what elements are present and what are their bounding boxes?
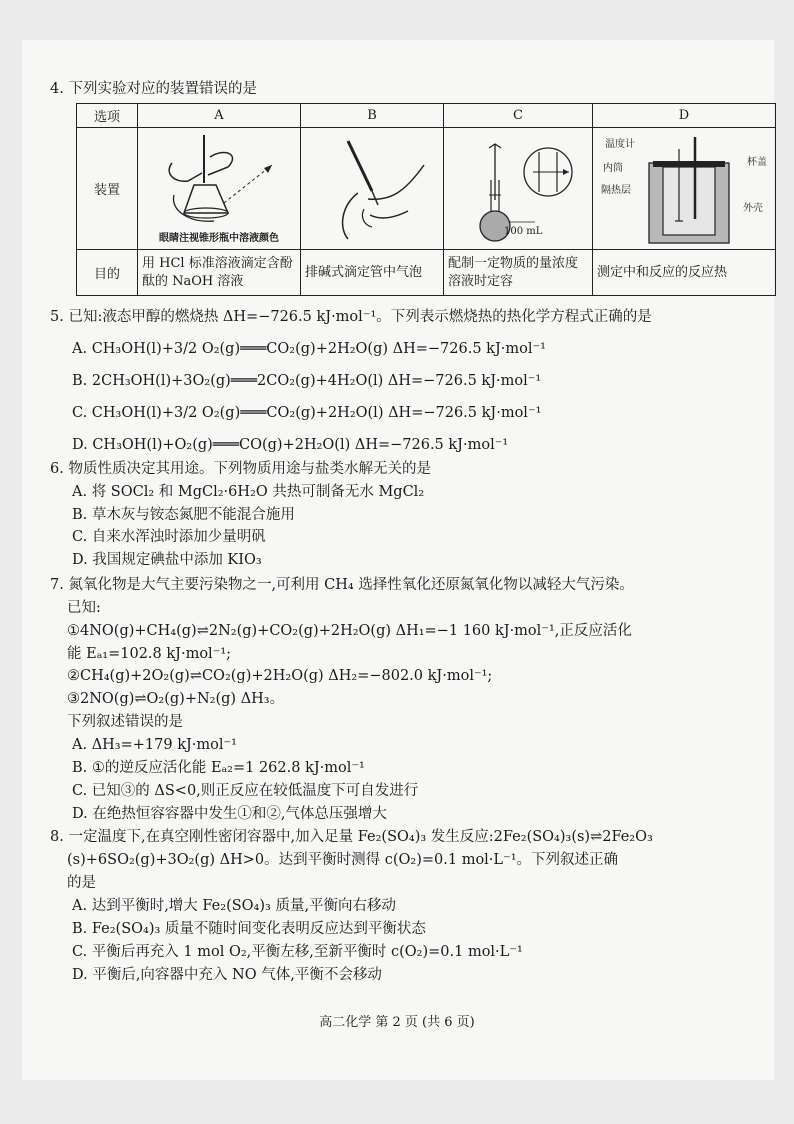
q7-equation-1-cont: 能 Eₐ₁=102.8 kJ·mol⁻¹;	[67, 646, 232, 662]
table-apparatus-row	[77, 128, 776, 250]
table-header-row	[77, 104, 776, 128]
purpose-cell: 用 HCl 标准溶液滴定含酚酞的 NaOH 溶液	[138, 250, 301, 296]
apparatus-a-caption: 眼睛注视锥形瓶中溶液颜色	[159, 233, 279, 244]
flask-volume-label: 100 mL	[504, 226, 543, 237]
table-purpose-row	[77, 250, 776, 296]
apparatus-d-cell	[593, 128, 776, 250]
apparatus-a-cell	[138, 128, 301, 250]
q8-option-c: C. 平衡后再充入 1 mol O₂,平衡左移,至新平衡时 c(O₂)=0.1 mol·L⁻¹	[72, 944, 523, 960]
q7-equation-3: ③2NO(g)⇌O₂(g)+N₂(g) ΔH₃。	[67, 691, 285, 707]
q7-option-d: D. 在绝热恒容容器中发生①和②,气体总压强增大	[72, 806, 387, 822]
q6-option-a: A. 将 SOCl₂ 和 MgCl₂·6H₂O 共热可制备无水 MgCl₂	[72, 484, 425, 500]
q7-option-b: B. ①的逆反应活化能 Eₐ₂=1 262.8 kJ·mol⁻¹	[72, 760, 365, 776]
q7-option-c: C. 已知③的 ΔS<0,则正反应在较低温度下可自发进行	[72, 783, 419, 799]
apparatus-b-cell	[301, 128, 444, 250]
header-cell: B	[301, 104, 444, 128]
q8-option-d: D. 平衡后,向容器中充入 NO 气体,平衡不会移动	[72, 967, 382, 983]
purpose-cell: 配制一定物质的量浓度溶液时定容	[444, 250, 593, 296]
row-label: 目的	[77, 250, 138, 296]
q5-option-d: D. CH₃OH(l)+O₂(g)═══CO(g)+2H₂O(l) ΔH=−726.5 kJ·mol⁻¹	[72, 437, 509, 453]
q6-stem: 6. 物质性质决定其用途。下列物质用途与盐类水解无关的是	[50, 461, 431, 477]
q8-stem-line2: (s)+6SO₂(g)+3O₂(g) ΔH>0。达到平衡时测得 c(O₂)=0.1 mol·L⁻¹。下列叙述正确	[67, 852, 619, 868]
q5-option-c: C. CH₃OH(l)+3/2 O₂(g)═══CO₂(g)+2H₂O(l) ΔH=−726.5 kJ·mol⁻¹	[72, 405, 542, 421]
page-footer: 高二化学 第 2 页 (共 6 页)	[319, 1015, 475, 1030]
thermometer-label: 温度计	[605, 138, 635, 150]
q4-stem: 4. 下列实验对应的装置错误的是	[50, 81, 257, 97]
q7-ask: 下列叙述错误的是	[67, 714, 183, 730]
header-cell: C	[444, 104, 593, 128]
insulation-label: 隔热层	[601, 184, 631, 196]
q7-known: 已知:	[67, 600, 101, 616]
q6-option-c: C. 自来水浑浊时添加少量明矾	[72, 529, 266, 545]
q7-equation-1: ①4NO(g)+CH₄(g)⇌2N₂(g)+CO₂(g)+2H₂O(g) ΔH₁=−1 160 kJ·mol⁻¹,正反应活化	[67, 623, 632, 639]
q8-stem-line3: 的是	[67, 875, 96, 891]
q8-option-b: B. Fe₂(SO₄)₃ 质量不随时间变化表明反应达到平衡状态	[72, 921, 426, 937]
outer-shell-label: 外壳	[743, 202, 763, 214]
q7-stem: 7. 氮氧化物是大气主要污染物之一,可利用 CH₄ 选择性氧化还原氮氧化物以减轻大气污染。	[50, 577, 634, 593]
row-label: 装置	[77, 128, 138, 250]
purpose-cell: 测定中和反应的反应热	[593, 250, 776, 296]
apparatus-c-cell	[444, 128, 593, 250]
q5-option-a: A. CH₃OH(l)+3/2 O₂(g)═══CO₂(g)+2H₂O(g) ΔH=−726.5 kJ·mol⁻¹	[72, 341, 546, 357]
q5-stem: 5. 已知:液态甲醇的燃烧热 ΔH=−726.5 kJ·mol⁻¹。下列表示燃烧热的热化学方程式正确的是	[50, 309, 652, 325]
q6-option-d: D. 我国规定碘盐中添加 KIO₃	[72, 552, 262, 568]
q7-option-a: A. ΔH₃=+179 kJ·mol⁻¹	[72, 737, 237, 753]
q4-options-table	[76, 103, 776, 296]
burette-bubble-drawing	[312, 135, 432, 243]
lid-label: 杯盖	[747, 156, 767, 168]
q7-equation-2: ②CH₄(g)+2O₂(g)⇌CO₂(g)+2H₂O(g) ΔH₂=−802.0 kJ·mol⁻¹;	[67, 668, 493, 684]
inner-cup-label: 内筒	[603, 162, 623, 174]
titration-hands-drawing	[144, 133, 294, 229]
q8-option-a: A. 达到平衡时,增大 Fe₂(SO₄)₃ 质量,平衡向右移动	[72, 898, 397, 914]
header-cell: 选项	[77, 104, 138, 128]
q6-option-b: B. 草木灰与铵态氮肥不能混合施用	[72, 507, 295, 523]
header-cell: A	[138, 104, 301, 128]
header-cell: D	[593, 104, 776, 128]
calorimeter-drawing	[619, 133, 749, 245]
q8-stem-line1: 8. 一定温度下,在真空刚性密闭容器中,加入足量 Fe₂(SO₄)₃ 发生反应:2Fe₂(SO₄)₃(s)⇌2Fe₂O₃	[50, 829, 653, 845]
q5-option-b: B. 2CH₃OH(l)+3O₂(g)═══2CO₂(g)+4H₂O(l) ΔH=−726.5 kJ·mol⁻¹	[72, 373, 542, 389]
purpose-cell: 排碱式滴定管中气泡	[301, 250, 444, 296]
